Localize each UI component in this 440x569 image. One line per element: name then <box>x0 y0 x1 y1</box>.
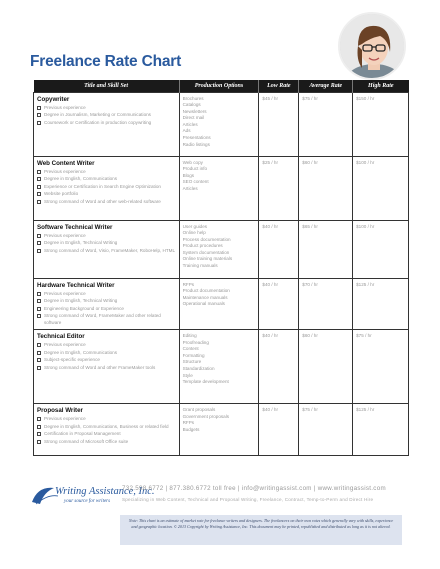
production-option: Maintenance manuals <box>182 294 228 300</box>
production-option: Radio listings <box>182 141 210 147</box>
production-option: Newsletters <box>182 108 207 114</box>
skill-cell <box>34 156 180 220</box>
production-option: Product documentation <box>182 288 230 294</box>
requirement-text: Certification in Proposal Management <box>44 431 121 436</box>
rate-cell-high <box>353 220 409 278</box>
requirement-text: Coursework or Certification in production copywriting <box>44 119 152 125</box>
requirement-text: Previous experience <box>44 168 86 174</box>
checkbox-icon <box>37 200 41 204</box>
skill-cell <box>34 220 180 278</box>
rate-value: $75 / hr <box>302 95 318 101</box>
rate-value: $70 / hr <box>302 281 318 287</box>
rate-cell-high <box>353 330 409 404</box>
rate-cell-avg <box>299 404 353 456</box>
page-header <box>0 0 440 80</box>
checkbox-icon <box>37 192 41 196</box>
production-option: Government proposals <box>182 413 230 419</box>
requirement-item <box>37 306 176 313</box>
requirement-item <box>37 342 176 349</box>
rate-cell-low <box>259 220 299 278</box>
table-row <box>34 278 409 330</box>
rate-value: $150 / hr <box>356 95 375 101</box>
production-option: Process documentation <box>182 236 231 242</box>
column-header: Title and Skill Set <box>34 80 180 92</box>
production-option: Operational manuals <box>182 301 225 307</box>
rate-value: $125 / hr <box>356 281 375 287</box>
rate-cell-low <box>259 330 299 404</box>
table-row <box>34 330 409 404</box>
rate-value: $40 / hr <box>262 281 278 287</box>
checkbox-icon <box>37 106 41 110</box>
requirement-item <box>37 248 176 255</box>
options-cell <box>179 220 259 278</box>
skill-cell <box>34 404 180 456</box>
requirement-text: Degree in English, Communications, Business or related field <box>44 423 169 429</box>
options-cell <box>179 156 259 220</box>
production-option: Ads <box>182 128 191 134</box>
checkbox-icon <box>37 185 41 189</box>
rate-cell-high <box>353 278 409 330</box>
production-option: Standardization <box>182 365 215 371</box>
checkbox-icon <box>37 299 41 303</box>
rate-value: $60 / hr <box>302 159 318 165</box>
production-option: Web copy <box>182 159 203 165</box>
table-row <box>34 404 409 456</box>
column-header: Low Rate <box>259 80 299 92</box>
checkbox-icon <box>37 432 41 436</box>
requirement-text: Degree in English, Technical Writing <box>44 240 118 245</box>
requirement-item <box>37 357 176 364</box>
requirement-item <box>37 184 176 191</box>
requirement-item <box>37 298 176 305</box>
production-option: Template development <box>182 379 229 385</box>
job-title: Copywriter <box>37 95 70 103</box>
column-header: Production Options <box>179 80 259 92</box>
rate-value: $125 / hr <box>356 407 375 412</box>
production-option: System documentation <box>182 249 230 255</box>
requirement-text: Previous experience <box>44 416 86 421</box>
job-title: Software Technical Writer <box>37 223 113 231</box>
checkbox-icon <box>37 249 41 253</box>
rate-value: $40 / hr <box>262 407 278 412</box>
requirement-text: Website portfolio <box>44 191 79 196</box>
rate-cell-avg <box>299 330 353 404</box>
woman-photo <box>338 12 406 80</box>
rate-table <box>33 80 409 456</box>
checkbox-icon <box>37 351 41 355</box>
options-cell <box>179 92 259 156</box>
production-option: Editing <box>182 333 197 338</box>
production-option: RFPs <box>182 420 195 426</box>
logo-tagline: your source for writers <box>64 499 111 504</box>
rate-value: $75 / hr <box>356 333 372 338</box>
options-cell <box>179 278 259 330</box>
rate-value: $75 / hr <box>302 407 318 412</box>
rate-value: $45 / hr <box>262 95 278 101</box>
skill-cell <box>34 330 180 404</box>
requirement-item <box>37 199 176 206</box>
requirement-text: Strong command of Word, Visio, FrameMaker, RoboHelp, HTML <box>44 247 176 253</box>
requirement-item <box>37 365 176 372</box>
requirement-text: Degree in English, Communications <box>44 349 118 355</box>
requirement-item <box>37 416 176 423</box>
checkbox-icon <box>37 366 41 370</box>
requirement-item <box>37 240 176 247</box>
checkbox-icon <box>37 307 41 311</box>
requirement-text: Experience or Certification in Search Engine Optimization <box>44 183 161 189</box>
contact-info: 732.598.6772 | 877.380.6772 toll free | info@writingassist.com | www.writingassist.com <box>122 485 386 492</box>
production-option: RFPs <box>182 281 195 287</box>
production-option: Formatting <box>182 352 205 358</box>
production-option: User guides <box>182 223 208 229</box>
requirement-item <box>37 424 176 431</box>
production-option: Product info <box>182 166 208 172</box>
requirement-item <box>37 233 176 240</box>
rate-value: $100 / hr <box>356 159 375 165</box>
rate-cell-low <box>259 404 299 456</box>
table-header-row <box>34 80 409 92</box>
column-header: Average Rate <box>299 80 353 92</box>
requirement-item <box>37 431 176 438</box>
requirement-text: Previous experience <box>44 104 86 110</box>
checkbox-icon <box>37 177 41 181</box>
production-option: Structure <box>182 359 202 365</box>
requirement-text: Strong command of Microsoft Office suite <box>44 438 129 444</box>
checkbox-icon <box>37 241 41 245</box>
checkbox-icon <box>37 170 41 174</box>
production-option: Presentations <box>182 135 211 141</box>
rate-value: $40 / hr <box>262 333 278 338</box>
rate-value: $60 / hr <box>302 333 318 338</box>
requirement-item <box>37 350 176 357</box>
production-option: Proofreading <box>182 339 209 345</box>
company-tagline: Specializing in Web Content, Technical and Proposal Writing, Freelance, Contract, Temp-to-Perm and Direct Hire <box>122 497 374 502</box>
rate-cell-low <box>259 278 299 330</box>
production-option: Grant proposals <box>182 407 216 412</box>
checkbox-icon <box>37 440 41 444</box>
production-option: SEO content <box>182 179 209 185</box>
rate-value: $100 / hr <box>356 223 375 229</box>
production-option: Articles <box>182 121 198 127</box>
rate-cell-high <box>353 156 409 220</box>
checkbox-icon <box>37 234 41 238</box>
requirement-item <box>37 191 176 198</box>
column-header: High Rate <box>353 80 409 92</box>
production-option: Articles <box>182 185 198 191</box>
table-row <box>34 220 409 278</box>
requirement-item <box>37 120 176 127</box>
production-option: Product procedures <box>182 243 223 249</box>
rate-cell-high <box>353 92 409 156</box>
production-option: Content <box>182 346 199 352</box>
requirement-text: Degree in Journalism, Marketing or Communications <box>44 112 151 117</box>
options-cell <box>179 404 259 456</box>
requirement-item <box>37 105 176 112</box>
table-row <box>34 92 409 156</box>
production-option: Online help <box>182 230 206 236</box>
production-option: Catalogs <box>182 102 201 108</box>
job-title: Hardware Technical Writer <box>37 281 115 289</box>
checkbox-icon <box>37 417 41 421</box>
checkbox-icon <box>37 343 41 347</box>
requirement-text: Previous experience <box>44 232 86 238</box>
checkbox-icon <box>37 425 41 429</box>
production-option: Style <box>182 372 193 378</box>
requirement-item <box>37 291 176 298</box>
requirement-text: Engineering Background or Experience <box>44 305 124 311</box>
production-option: Direct mail <box>182 115 205 121</box>
requirement-text: Degree in English, Communications <box>44 176 118 181</box>
table-row <box>34 156 409 220</box>
production-option: Online training materials <box>182 256 233 262</box>
requirement-text: Strong command of Word, FrameMaker and other related software <box>44 313 161 325</box>
checkbox-icon <box>37 358 41 362</box>
checkbox-icon <box>37 121 41 125</box>
rate-cell-low <box>259 92 299 156</box>
rate-cell-avg <box>299 156 353 220</box>
page-title: Freelance Rate Chart <box>30 53 182 70</box>
checkbox-icon <box>37 113 41 117</box>
production-option: Brochures <box>182 95 204 101</box>
skill-cell <box>34 278 180 330</box>
requirement-item <box>37 313 176 326</box>
rate-cell-low <box>259 156 299 220</box>
rate-cell-avg <box>299 92 353 156</box>
requirement-text: Degree in English, Technical Writing <box>44 298 118 303</box>
logo-name: Writing Assistance, Inc. <box>55 486 155 497</box>
requirement-item <box>37 439 176 446</box>
requirement-item <box>37 176 176 183</box>
requirement-text: Subject-specific experience <box>44 357 100 362</box>
job-title: Technical Editor <box>37 333 85 340</box>
job-title: Proposal Writer <box>37 407 83 414</box>
rate-value: $65 / hr <box>302 223 318 229</box>
requirement-item <box>37 169 176 176</box>
requirement-text: Strong command of Word and other FrameMaker tools <box>44 364 156 370</box>
rate-cell-high <box>353 404 409 456</box>
requirement-text: Previous experience <box>44 342 86 347</box>
disclaimer-note: Note: This chart is an estimate of market rate for freelance writers and designers. The freelancers on their own rates which generally vary with skills, experience and geographic location. © 2013 Copyright by Writing Assistance, Inc. This document may be printed, republished and distributed as long as it is not altered. <box>120 515 402 545</box>
skill-cell <box>34 92 180 156</box>
checkbox-icon <box>37 292 41 296</box>
production-option: Budgets <box>182 426 200 432</box>
job-title: Web Content Writer <box>37 159 95 167</box>
requirement-item <box>37 112 176 119</box>
rate-value: $25 / hr <box>262 159 278 165</box>
rate-cell-avg <box>299 220 353 278</box>
options-cell <box>179 330 259 404</box>
requirement-text: Strong command of Word and other web-related software <box>44 198 161 204</box>
production-option: Training manuals <box>182 263 218 269</box>
requirement-text: Previous experience <box>44 290 86 296</box>
rate-cell-avg <box>299 278 353 330</box>
production-option: Blogs <box>182 172 195 178</box>
checkbox-icon <box>37 314 41 318</box>
rate-value: $40 / hr <box>262 223 278 229</box>
